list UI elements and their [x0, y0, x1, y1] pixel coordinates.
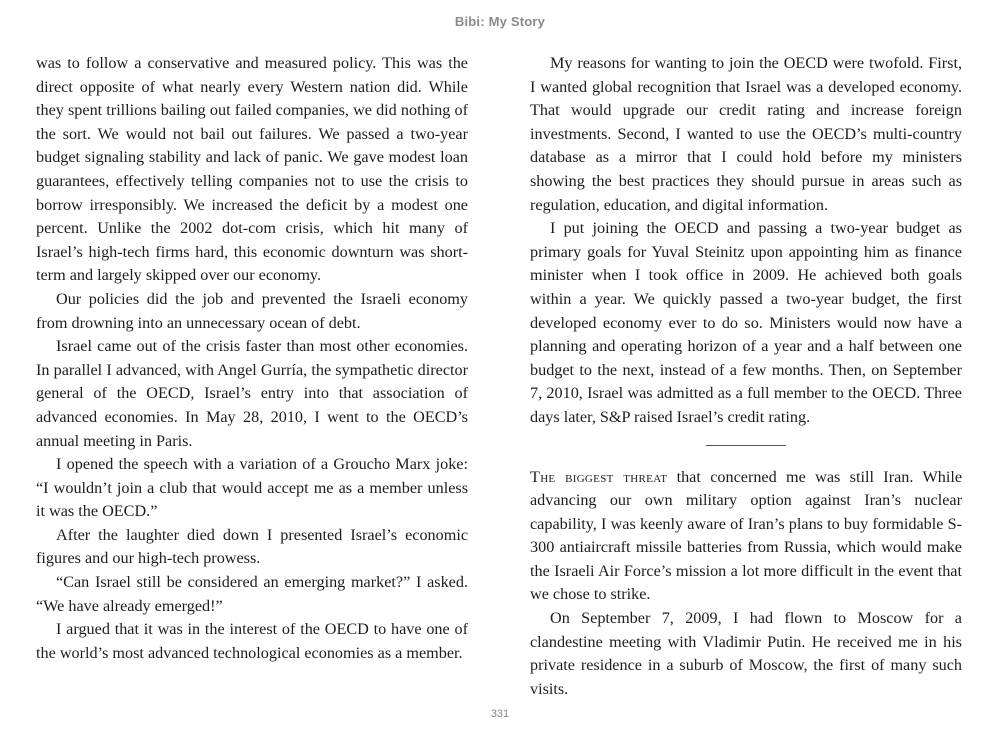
paragraph: Our policies did the job and prevented the Israeli economy from drowning into an unnecessary ocean of debt.: [36, 289, 468, 332]
paragraph: I put joining the OECD and passing a two-year budget as primary goals for Yuval Steinitz upon appointing him as finance minister when I took office in 2009. He achieved both goals within a year. We quickly passed a two-year budget, the first developed economy ever to do so. Ministers would now have a planning and operating horizon of a year and a half between one budget to the next, instead of a few months. Then, on September 7, 2010, Israel was admitted as a full member to the OECD. Three days later, S&P raised Israel’s credit rating.: [530, 219, 962, 426]
page-number: 331: [490, 708, 510, 720]
paragraph: Israel came out of the crisis faster than most other economies. In parallel I advanced, with Angel Gurría, the sympathetic director general of the OECD, Israel’s entry into that association of advanced economies. In May 28, 2010, I went to the OECD’s annual meeting in Paris.: [36, 337, 468, 450]
section-first-text: that concerned me was still Iran. While advancing our own military option against Iran’s nuclear capability, I was keenly aware of Iran’s plans to buy formidable S-300 antiaircraft missile batteries from Russia, which would make the Israeli Air Force’s mission a lot more difficult in the event that we chose to strike.: [530, 467, 963, 604]
section-first-paragraph: [530, 466, 962, 608]
paragraph: I opened the speech with a variation of a Groucho Marx joke: “I wouldn’t join a club that would accept me as a member unless it was the OECD.”: [36, 455, 468, 521]
paragraph: After the laughter died down I presented Israel’s economic figures and our high-tech prowess.: [36, 525, 468, 568]
book-title: Bibi: My Story: [454, 14, 546, 29]
paragraph: “Can Israel still be considered an emerging market?” I asked. “We have already emerged!”: [36, 573, 468, 615]
section-lead-in: The biggest threat: [530, 467, 668, 486]
paragraph: My reasons for wanting to join the OECD were twofold. First, I wanted global recognition that Israel was a developed economy. That would upgrade our credit rating and increase foreign investments. Second, I wanted to use the OECD’s multi-country database as a mirror that I could hold before my ministers showing the best practices they should pursue in areas such as regulation, education, and digital information.: [530, 54, 962, 214]
left-page-column: [36, 52, 468, 665]
paragraph: was to follow a conservative and measured policy. This was the direct opposite of what nearly every Western nation did. While they spent trillions bailing out failed companies, we did nothing of the sort. We would not bail out failures. We passed a two-year budget signaling stability and lack of panic. We gave modest loan guarantees, effectively telling companies not to use the crisis to borrow irresponsibly. We increased the deficit by a modest one percent. Unlike the 2002 dot-com crisis, which hit many of Israel’s high-tech firms hard, this economic downturn was short-term and largely skipped over our economy.: [36, 54, 468, 285]
paragraph: I argued that it was in the interest of the OECD to have one of the world’s most advanced technological economies as a member.: [36, 620, 468, 662]
section-divider: [706, 445, 786, 446]
right-page-column: [530, 52, 962, 701]
paragraph: On September 7, 2009, I had flown to Moscow for a clandestine meeting with Vladimir Putin. He received me in his private residence in a suburb of Moscow, the first of many such visits.: [530, 609, 962, 698]
